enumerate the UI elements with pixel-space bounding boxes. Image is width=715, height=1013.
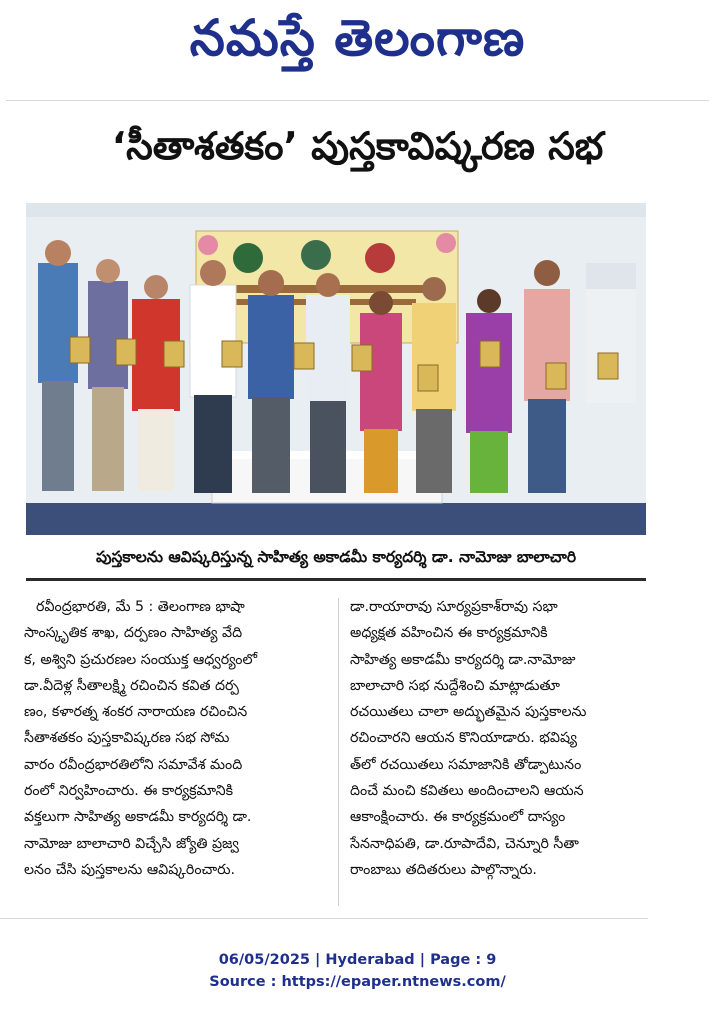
- article-column-right: [350, 594, 656, 883]
- newspaper-masthead: నమస్తే తెలంగాణ: [189, 9, 526, 67]
- article-line: సాహిత్య అకాడమీ కార్యదర్శి డా.నామోజు: [350, 651, 576, 668]
- masthead-divider: [6, 100, 709, 101]
- book-launch-photo: [26, 203, 646, 535]
- article-line: రచించారని ఆయన కొనియాడారు. భవిష్య: [350, 730, 578, 747]
- article-line: సీతాశతకం పుస్తకావిష్కరణ సభ సోమ: [24, 730, 230, 747]
- article-line: డా.వీదెళ్ల సీతాలక్ష్మి రచించిన కవిత దర్ప: [24, 677, 239, 694]
- article-line: ణం, కళారత్న శంకర నారాయణ రచించిన: [24, 704, 248, 721]
- caption-rule: [26, 578, 646, 581]
- article-line: సాంస్కృతిక శాఖ, దర్పణం సాహిత్య వేది: [24, 625, 243, 642]
- article-line: ఆకాంక్షించారు. ఈ కార్యక్రమంలో దాస్యం: [350, 809, 566, 826]
- article-line: రచయితలు చాలా అద్భుతమైన పుస్తకాలను: [350, 704, 587, 721]
- column-divider: [338, 598, 339, 906]
- article-column-left: [24, 594, 328, 883]
- article-line: రాంబాబు తదితరులు పాల్గొన్నారు.: [350, 861, 537, 878]
- article-photo: [26, 203, 646, 535]
- article-line: సేననాధిపతి, డా.రూపాదేవి, చెన్నూరి సీతా: [350, 835, 579, 852]
- article-line: రవీంద్రభారతి, మే 5 : తెలంగాణ భాషా: [36, 599, 245, 615]
- photo-caption: పుస్తకాలను ఆవిష్కరిస్తున్న సాహిత్య అకాడమీ కార్యదర్శి డా. నామోజు బాలాచారి: [95, 548, 577, 566]
- article-line: క, అశ్విని ప్రచురణల సంయుక్త ఆధ్వర్యంలో: [24, 651, 258, 668]
- article-line: అధ్యక్షత వహించిన ఈ కార్యక్రమానికి: [350, 625, 548, 642]
- article-line: వక్తలుగా సాహిత్య అకాడమీ కార్యదర్శి డా.: [24, 809, 252, 826]
- footer-date-edition-page: 06/05/2025 | Hyderabad | Page : 9: [218, 952, 497, 968]
- footer-rule: [0, 918, 648, 919]
- footer-source-link[interactable]: Source : https://epaper.ntnews.com/: [209, 974, 506, 990]
- article-line: బాలాచారి సభ నుద్దేశించి మాట్లాడుతూ: [350, 677, 560, 694]
- article-line: లనం చేసి పుస్తకాలను ఆవిష్కరించారు.: [24, 861, 235, 878]
- article-line: త్‌లో రచయితలు సమాజానికి తోడ్పాటునం: [350, 756, 582, 773]
- article-headline: ‘సీతాశతకం’ పుస్తకావిష్కరణ సభ: [111, 124, 604, 168]
- article-line: డా.రాయారావు సూర్యప్రకాశ్‌రావు సభా: [350, 599, 558, 615]
- article-line: నామోజు బాలాచారి విచ్చేసి జ్యోతి ప్రజ్వ: [24, 835, 239, 852]
- article-line: వారం రవీంద్రభారతిలోని సమావేశ మంది: [24, 756, 243, 773]
- article-line: రంలో నిర్వహించారు. ఈ కార్యక్రమానికి: [24, 783, 233, 800]
- article-line: దించే మంచి కవితలు అందించాలని ఆయన: [350, 783, 584, 800]
